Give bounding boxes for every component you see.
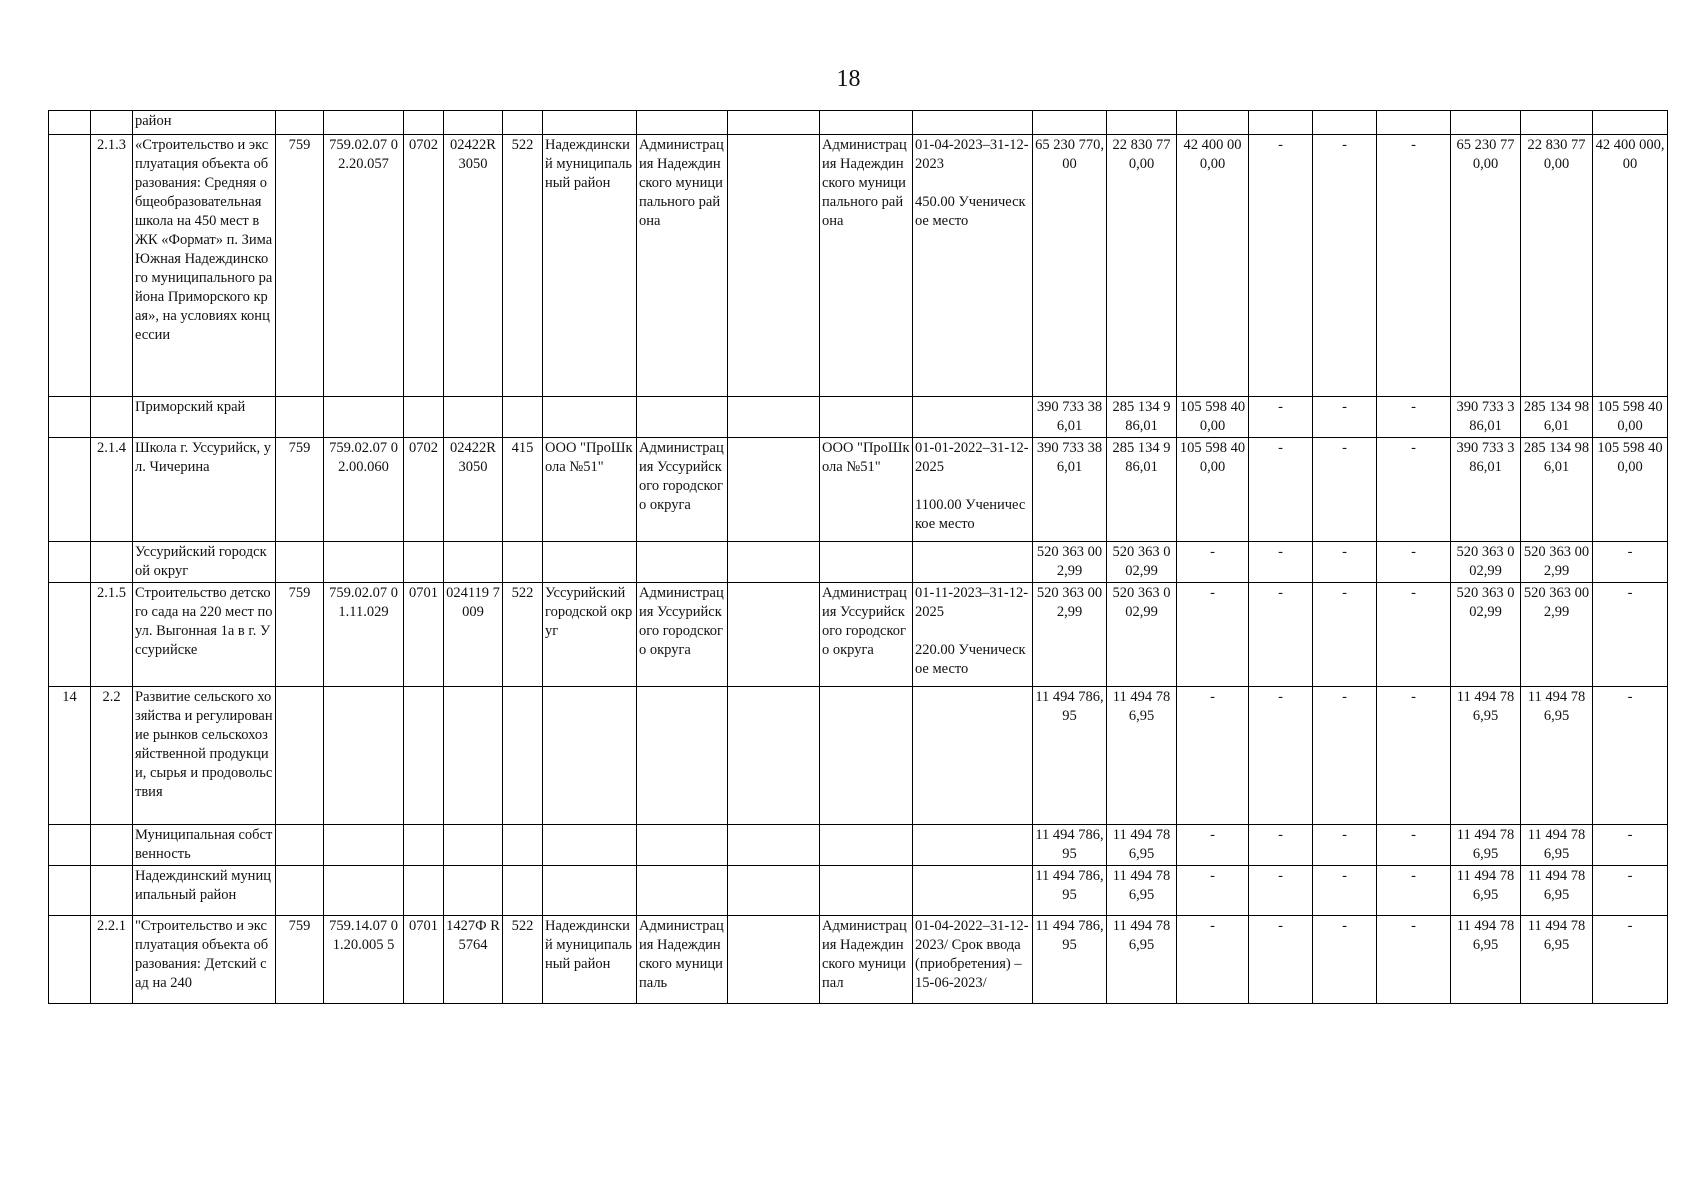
cell-amount-d: - [1313,438,1377,542]
cell-amount-d [1313,111,1377,135]
cell-amount-b: - [1177,916,1249,1004]
cell-amount-b: - [1177,687,1249,825]
cell-municipality [543,542,637,583]
cell-amount-a-2: 520 363 002,99 [1521,583,1593,687]
cell-amount-b: - [1177,583,1249,687]
cell-amount-a: 520 363 002,99 [1107,542,1177,583]
cell-amount-e [1377,111,1451,135]
table-row [49,916,1668,1004]
cell-customer [637,542,728,583]
cell-developer: Администрация Надеждинского муниципал [820,916,913,1004]
cell-object-name: "Строительство и эксплуатация объекта образования: Детский сад на 240 [133,916,276,1004]
cell-customer: Администрация Уссурийского городского округа [637,438,728,542]
cell-row-number [49,111,91,135]
cell-object-name: Приморский край [133,397,276,438]
cell-expense-code: 02422R 3050 [444,438,503,542]
cell-period-capacity: 01-11-2023–31-12-2025 220.00 Ученическое место [913,583,1033,687]
cell-item-code [91,111,133,135]
cell-developer [820,687,913,825]
cell-amount-b-2: - [1593,825,1668,866]
cell-customer: Администрация Надеждинского муниципаль [637,916,728,1004]
cell-blank-col [728,438,820,542]
cell-total-amount-2: 11 494 786,95 [1451,825,1521,866]
cell-blank-col [728,583,820,687]
cell-total-amount: 520 363 002,99 [1033,583,1107,687]
cell-period-capacity: 01-04-2023–31-12-2023 450.00 Ученическое место [913,135,1033,397]
cell-amount-a-2: 285 134 986,01 [1521,438,1593,542]
cell-blank-col [728,542,820,583]
cell-total-amount: 11 494 786,95 [1033,825,1107,866]
cell-vr-code [503,397,543,438]
cell-blank-col [728,135,820,397]
cell-expense-code: 1427Ф R5764 [444,916,503,1004]
cell-gr-code [276,397,324,438]
cell-customer [637,687,728,825]
cell-total-amount: 11 494 786,95 [1033,916,1107,1004]
cell-amount-b: - [1177,866,1249,916]
cell-amount-e: - [1377,583,1451,687]
cell-row-number [49,397,91,438]
cell-vr-code: 522 [503,916,543,1004]
cell-section-code [404,866,444,916]
cell-section-code: 0701 [404,583,444,687]
cell-amount-a [1107,111,1177,135]
cell-period-capacity [913,866,1033,916]
cell-amount-a-2 [1521,111,1593,135]
cell-expense-code [444,542,503,583]
cell-row-number [49,135,91,397]
cell-item-code [91,825,133,866]
cell-total-amount: 11 494 786,95 [1033,866,1107,916]
cell-amount-a-2: 11 494 786,95 [1521,687,1593,825]
cell-amount-c: - [1249,687,1313,825]
cell-target-article: 759.02.07 02.20.057 [324,135,404,397]
cell-amount-c: - [1249,916,1313,1004]
cell-section-code: 0702 [404,438,444,542]
cell-amount-e: - [1377,438,1451,542]
cell-developer: Администрация Уссурийского городского округа [820,583,913,687]
cell-amount-a-2: 11 494 786,95 [1521,825,1593,866]
cell-gr-code: 759 [276,583,324,687]
cell-amount-e: - [1377,135,1451,397]
cell-amount-d: - [1313,866,1377,916]
cell-total-amount [1033,111,1107,135]
cell-amount-d: - [1313,397,1377,438]
cell-amount-a-2: 11 494 786,95 [1521,866,1593,916]
cell-developer [820,825,913,866]
table-row [49,111,1668,135]
cell-gr-code [276,866,324,916]
cell-total-amount-2: 520 363 002,99 [1451,542,1521,583]
cell-developer [820,866,913,916]
cell-item-code [91,866,133,916]
cell-gr-code: 759 [276,438,324,542]
cell-gr-code [276,542,324,583]
cell-section-code [404,825,444,866]
cell-municipality [543,866,637,916]
cell-amount-b: - [1177,825,1249,866]
cell-amount-a: 11 494 786,95 [1107,825,1177,866]
cell-blank-col [728,687,820,825]
cell-total-amount-2: 390 733 386,01 [1451,438,1521,542]
cell-amount-a: 22 830 770,00 [1107,135,1177,397]
table-row [49,397,1668,438]
cell-object-name: район [133,111,276,135]
cell-object-name: Строительство детского сада на 220 мест по ул. Выгонная 1а в г. Уссурийске [133,583,276,687]
cell-amount-a: 520 363 002,99 [1107,583,1177,687]
cell-municipality [543,687,637,825]
cell-amount-b-2: - [1593,583,1668,687]
cell-municipality [543,111,637,135]
cell-amount-a: 11 494 786,95 [1107,916,1177,1004]
cell-row-number [49,438,91,542]
cell-amount-d: - [1313,916,1377,1004]
cell-amount-d: - [1313,135,1377,397]
cell-object-name: Развитие сельского хозяйства и регулирование рынков сельскохозяйственной продукции, сырья и продовольствия [133,687,276,825]
cell-amount-c: - [1249,825,1313,866]
cell-expense-code [444,866,503,916]
cell-amount-b-2: - [1593,866,1668,916]
cell-gr-code: 759 [276,135,324,397]
cell-item-code: 2.1.4 [91,438,133,542]
cell-amount-d: - [1313,542,1377,583]
cell-amount-e: - [1377,866,1451,916]
cell-section-code [404,111,444,135]
cell-gr-code: 759 [276,916,324,1004]
cell-gr-code [276,111,324,135]
cell-customer [637,111,728,135]
cell-expense-code [444,687,503,825]
cell-total-amount: 11 494 786,95 [1033,687,1107,825]
cell-amount-b [1177,111,1249,135]
cell-period-capacity [913,687,1033,825]
cell-customer [637,825,728,866]
cell-total-amount: 390 733 386,01 [1033,438,1107,542]
cell-vr-code: 415 [503,438,543,542]
cell-target-article [324,542,404,583]
table-row [49,866,1668,916]
cell-amount-d: - [1313,825,1377,866]
cell-amount-b: 42 400 000,00 [1177,135,1249,397]
cell-amount-d: - [1313,687,1377,825]
cell-amount-b-2: - [1593,916,1668,1004]
cell-amount-b-2 [1593,111,1668,135]
cell-amount-c: - [1249,866,1313,916]
cell-municipality [543,397,637,438]
cell-amount-a: 11 494 786,95 [1107,866,1177,916]
cell-expense-code [444,397,503,438]
cell-amount-e: - [1377,542,1451,583]
cell-developer [820,542,913,583]
budget-table [48,110,1668,1004]
cell-period-capacity [913,111,1033,135]
cell-amount-c: - [1249,397,1313,438]
cell-vr-code [503,866,543,916]
cell-amount-b-2: 105 598 400,00 [1593,438,1668,542]
cell-gr-code [276,687,324,825]
table-row [49,825,1668,866]
table-row [49,542,1668,583]
cell-vr-code: 522 [503,135,543,397]
cell-object-name: Надеждинский муниципальный район [133,866,276,916]
cell-developer: ООО "ПроШкола №51" [820,438,913,542]
cell-developer [820,397,913,438]
cell-amount-e: - [1377,397,1451,438]
cell-amount-b: 105 598 400,00 [1177,397,1249,438]
cell-section-code [404,542,444,583]
cell-blank-col [728,866,820,916]
cell-expense-code [444,825,503,866]
cell-municipality [543,825,637,866]
cell-expense-code: 024119 7009 [444,583,503,687]
cell-developer [820,111,913,135]
cell-target-article [324,825,404,866]
cell-period-capacity: 01-04-2022–31-12-2023/ Срок ввода (приобретения) – 15-06-2023/ [913,916,1033,1004]
cell-total-amount-2: 520 363 002,99 [1451,583,1521,687]
cell-object-name: Муниципальная собственность [133,825,276,866]
cell-expense-code [444,111,503,135]
cell-customer [637,866,728,916]
cell-total-amount: 390 733 386,01 [1033,397,1107,438]
cell-amount-b-2: - [1593,687,1668,825]
cell-amount-a: 11 494 786,95 [1107,687,1177,825]
table-row [49,438,1668,542]
table-row [49,135,1668,397]
cell-period-capacity: 01-01-2022–31-12-2025 1100.00 Ученическое место [913,438,1033,542]
cell-amount-a: 285 134 986,01 [1107,397,1177,438]
cell-item-code: 2.1.5 [91,583,133,687]
cell-vr-code [503,542,543,583]
cell-object-name: Школа г. Уссурийск, ул. Чичерина [133,438,276,542]
cell-total-amount-2: 11 494 786,95 [1451,687,1521,825]
cell-target-article: 759.02.07 02.00.060 [324,438,404,542]
cell-developer: Администрация Надеждинского муниципального района [820,135,913,397]
cell-municipality: Надеждинский муниципальный район [543,135,637,397]
cell-amount-b-2: 105 598 400,00 [1593,397,1668,438]
cell-period-capacity [913,542,1033,583]
cell-amount-d: - [1313,583,1377,687]
cell-customer: Администрация Надеждинского муниципального района [637,135,728,397]
cell-amount-a: 285 134 986,01 [1107,438,1177,542]
cell-period-capacity [913,825,1033,866]
cell-target-article: 759.02.07 01.11.029 [324,583,404,687]
cell-total-amount: 520 363 002,99 [1033,542,1107,583]
cell-target-article: 759.14.07 01.20.005 5 [324,916,404,1004]
cell-total-amount-2: 390 733 386,01 [1451,397,1521,438]
cell-total-amount-2: 11 494 786,95 [1451,866,1521,916]
cell-amount-b-2: 42 400 000,00 [1593,135,1668,397]
cell-total-amount-2: 11 494 786,95 [1451,916,1521,1004]
cell-row-number [49,916,91,1004]
cell-amount-a-2: 22 830 770,00 [1521,135,1593,397]
cell-item-code [91,542,133,583]
cell-amount-c: - [1249,542,1313,583]
cell-total-amount-2: 65 230 770,00 [1451,135,1521,397]
cell-amount-b-2: - [1593,542,1668,583]
cell-object-name: «Строительство и эксплуатация объекта образования: Средняя общеобразовательная школа на 450 мест в ЖК «Формат» п. Зима Южная Надеждинского муниципального района Приморского края», на условиях концессии [133,135,276,397]
cell-row-number [49,825,91,866]
cell-vr-code [503,825,543,866]
cell-amount-b: - [1177,542,1249,583]
cell-total-amount-2 [1451,111,1521,135]
cell-amount-c: - [1249,135,1313,397]
cell-target-article [324,687,404,825]
cell-blank-col [728,111,820,135]
cell-period-capacity [913,397,1033,438]
cell-section-code [404,687,444,825]
cell-item-code: 2.1.3 [91,135,133,397]
cell-total-amount: 65 230 770,00 [1033,135,1107,397]
cell-amount-e: - [1377,687,1451,825]
cell-section-code [404,397,444,438]
cell-amount-c: - [1249,583,1313,687]
cell-municipality: Уссурийский городской округ [543,583,637,687]
cell-amount-a-2: 520 363 002,99 [1521,542,1593,583]
cell-section-code: 0702 [404,135,444,397]
cell-target-article [324,397,404,438]
cell-row-number [49,542,91,583]
cell-gr-code [276,825,324,866]
cell-vr-code [503,111,543,135]
cell-amount-c [1249,111,1313,135]
cell-municipality: ООО "ПроШкола №51" [543,438,637,542]
cell-vr-code: 522 [503,583,543,687]
cell-municipality: Надеждинский муниципальный район [543,916,637,1004]
cell-customer: Администрация Уссурийского городского округа [637,583,728,687]
table-row [49,583,1668,687]
cell-expense-code: 02422R 3050 [444,135,503,397]
cell-amount-e: - [1377,825,1451,866]
cell-target-article [324,866,404,916]
cell-blank-col [728,825,820,866]
cell-vr-code [503,687,543,825]
cell-item-code [91,397,133,438]
cell-item-code: 2.2 [91,687,133,825]
cell-item-code: 2.2.1 [91,916,133,1004]
cell-row-number: 14 [49,687,91,825]
cell-amount-a-2: 11 494 786,95 [1521,916,1593,1004]
cell-section-code: 0701 [404,916,444,1004]
cell-blank-col [728,397,820,438]
cell-amount-e: - [1377,916,1451,1004]
cell-row-number [49,866,91,916]
cell-amount-b: 105 598 400,00 [1177,438,1249,542]
cell-amount-c: - [1249,438,1313,542]
cell-amount-a-2: 285 134 986,01 [1521,397,1593,438]
page-number: 18 [836,66,861,92]
cell-target-article [324,111,404,135]
cell-row-number [49,583,91,687]
cell-blank-col [728,916,820,1004]
table-row [49,687,1668,825]
cell-customer [637,397,728,438]
cell-object-name: Уссурийский городской округ [133,542,276,583]
